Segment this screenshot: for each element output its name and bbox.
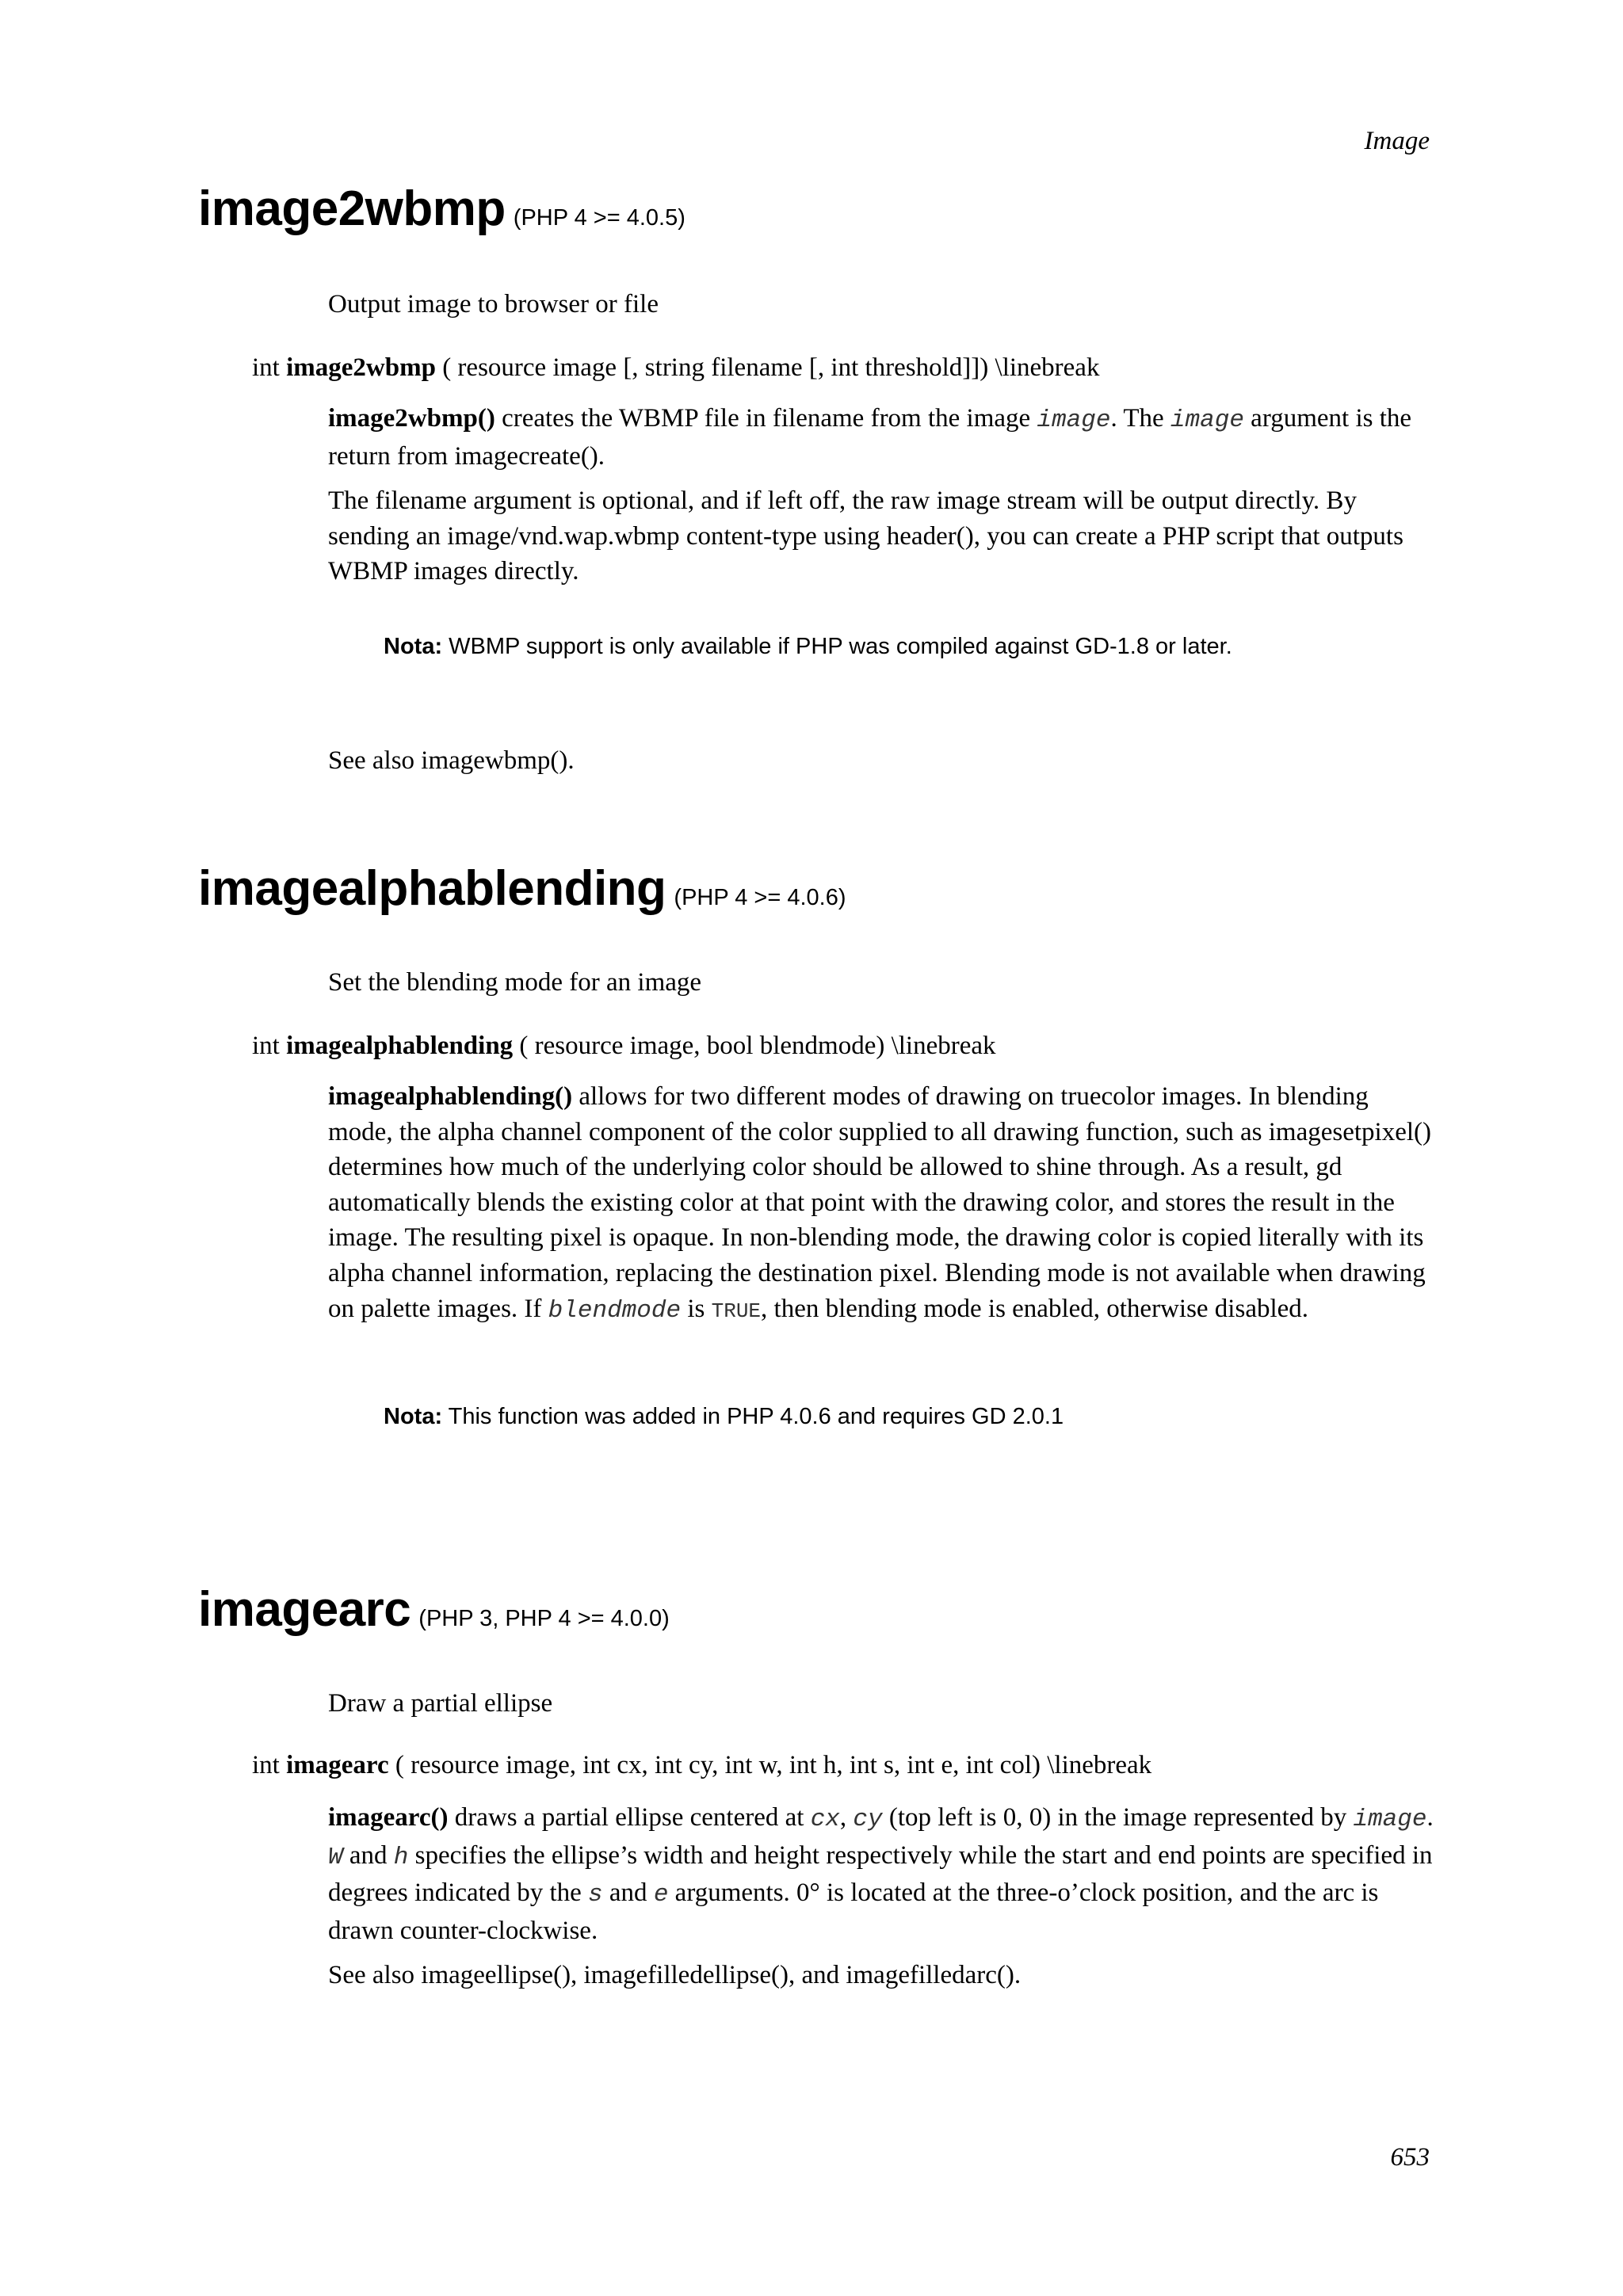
description-paragraph: image2wbmp() creates the WBMP file in filename from the image image. The image argument is the return from imagecreate(). bbox=[328, 404, 1412, 471]
function-name: image2wbmp bbox=[198, 181, 506, 236]
function-description bbox=[328, 401, 1438, 599]
entry-heading bbox=[198, 860, 846, 917]
page-number: 653 bbox=[1390, 2143, 1430, 2172]
running-header: Image bbox=[1364, 127, 1430, 155]
version-info: (PHP 4 >= 4.0.5) bbox=[513, 205, 685, 231]
function-name: imagearc bbox=[198, 1582, 411, 1637]
see-also: See also imageellipse(), imagefilledellipse(), and imagefilledarc(). bbox=[328, 1961, 1022, 1990]
function-purpose: Output image to browser or file bbox=[328, 290, 659, 318]
function-description bbox=[328, 1800, 1438, 2003]
function-synopsis: int imagealphablending ( resource image, bool blendmode) \linebreak bbox=[252, 1032, 996, 1060]
note: Nota: This function was added in PHP 4.0.6 and requires GD 2.0.1 bbox=[384, 1404, 1064, 1429]
note: Nota: WBMP support is only available if PHP was compiled against GD-1.8 or later. bbox=[384, 634, 1232, 659]
description-paragraph: imagearc() draws a partial ellipse centered at cx, cy (top left is 0, 0) in the image represented by image. W and h specifies the ellipse’s width and height respectively while the start and end points are specified in degrees indicated by the s and e arguments. 0° is located at the three-o’clock position, and the arc is drawn counter-clockwise. bbox=[328, 1803, 1434, 1945]
version-info: (PHP 3, PHP 4 >= 4.0.0) bbox=[418, 1606, 670, 1631]
function-purpose: Draw a partial ellipse bbox=[328, 1689, 553, 1718]
entry-heading bbox=[198, 1581, 670, 1638]
description-paragraph: The filename argument is optional, and if left off, the raw image stream will be output directly. By sending an image/vnd.wap.wbmp content-type using header(), you can create a PHP script that outputs WBMP images directly. bbox=[328, 486, 1403, 586]
function-name: imagealphablending bbox=[198, 861, 666, 916]
function-description bbox=[328, 1079, 1438, 1338]
see-also: See also imagewbmp(). bbox=[328, 746, 575, 775]
entry-heading bbox=[198, 181, 685, 237]
version-info: (PHP 4 >= 4.0.6) bbox=[674, 885, 846, 910]
description-paragraph: imagealphablending() allows for two different modes of drawing on truecolor images. In blending mode, the alpha channel component of the color supplied to all drawing function, such as imagesetpixel() determines how much of the underlying color should be allowed to shine through. As a result, gd automatically blends the existing color at that point with the drawing color, and stores the result in the image. The resulting pixel is opaque. In non-blending mode, the drawing color is copied literally with its alpha channel information, replacing the destination pixel. Blending mode is not available when drawing on palette images. If blendmode is TRUE, then blending mode is enabled, otherwise disabled. bbox=[328, 1082, 1432, 1325]
function-synopsis: int image2wbmp ( resource image [, string filename [, int threshold]]) \linebreak bbox=[252, 353, 1100, 382]
function-synopsis: int imagearc ( resource image, int cx, int cy, int w, int h, int s, int e, int col) \linebreak bbox=[252, 1751, 1152, 1779]
function-purpose: Set the blending mode for an image bbox=[328, 968, 702, 997]
